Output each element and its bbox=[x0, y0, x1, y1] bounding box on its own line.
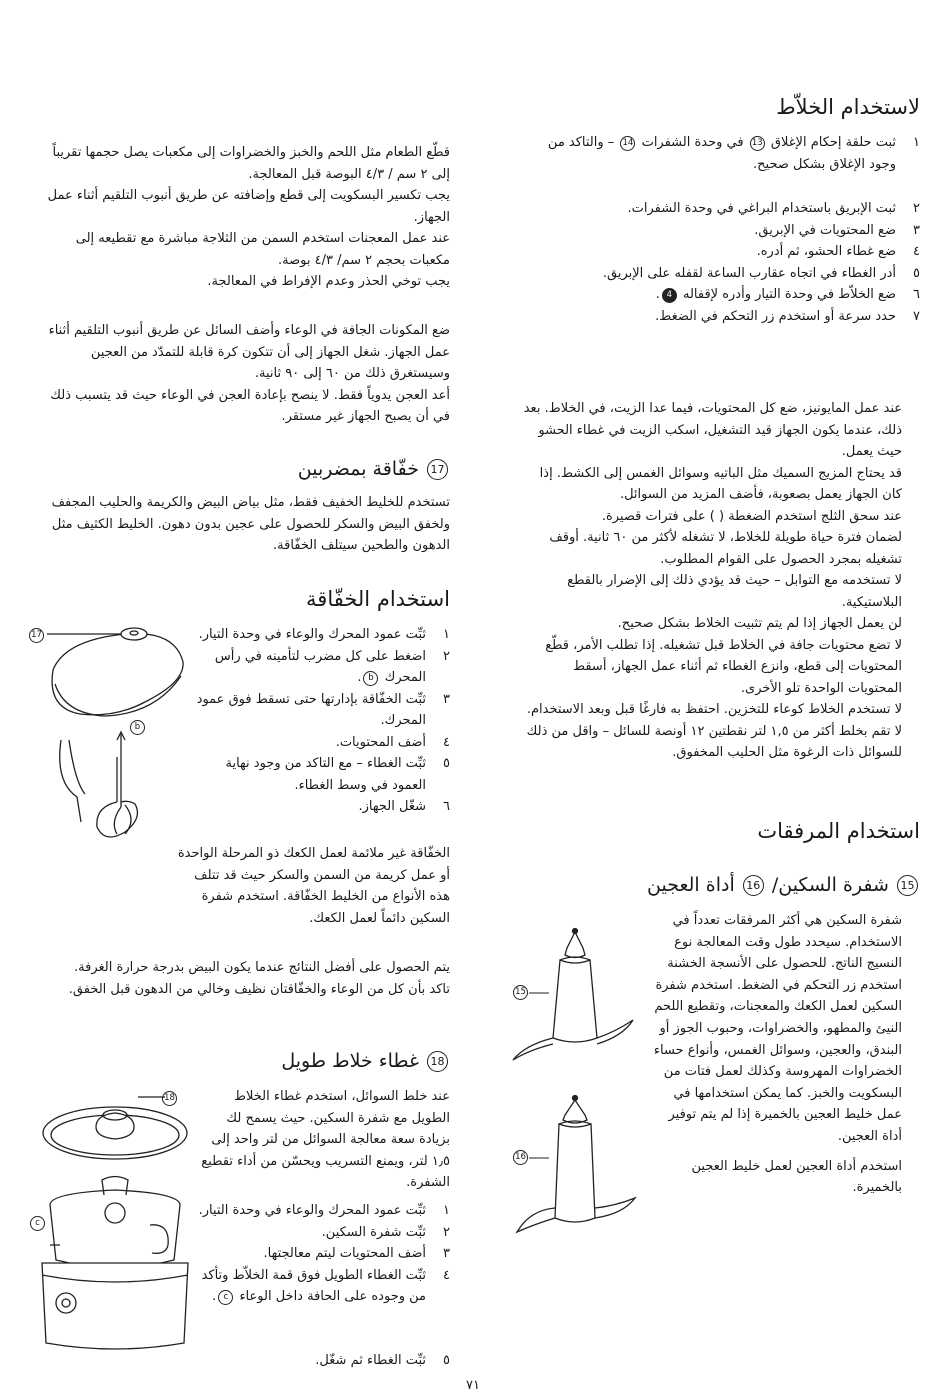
whisk-step-1: ١ ثبِّت عمود المحرك والوعاء في وحدة التيار. bbox=[198, 627, 450, 642]
blender-step-2: ٢ ثبت الإبريق باستخدام البراغي في وحدة الشفرات. bbox=[627, 201, 920, 216]
lid-step-2: ٢ ثبِّت شفرة السكين. bbox=[321, 1224, 450, 1240]
blender-step-7: ٧ حدد سرعة أو استخدم زر التحكم في الضغط. bbox=[655, 308, 920, 324]
blender-tip: لا تستخدم الخلاط كوعاء للتخزين. احتفظ به فارغًا قبل وبعد الاستخدام. bbox=[526, 702, 902, 717]
whisk-step-2: ٢ اضغط على كل مضرب لتأمينه في رأس المحرك b. bbox=[214, 648, 450, 685]
lid-intro: عند خلط السوائل، استخدم غطاء الخلاط الطويل مع شفرة السكين. حيث يسمح لك بزيادة سعة معالجة السوائل من لتر واحد إلى ١٫٥ لتر، ويمنع التسريب ويحسّن من أداء تقطيع الشفرة. bbox=[201, 1089, 450, 1190]
whisk-steps bbox=[194, 624, 450, 818]
blender-step-3: ٣ ضع المحتويات في الإبريق. bbox=[754, 222, 920, 238]
blender-tip: عند عمل المايونيز، ضع كل المحتويات، فيما عدا الزيت، في الخلاط. بعد ذلك، عندما يكون الجهاز قيد التشغيل، اسكب الزيت في غطاء الحشو حيث يعمل. bbox=[523, 401, 902, 459]
lid-step-1: ١ ثبِّت عمود المحرك والوعاء في وحدة التيار. bbox=[198, 1203, 450, 1218]
lid-step-5: ٥ ثبِّت الغطاء ثم شغّل. bbox=[315, 1353, 450, 1368]
page-number: ٧١ bbox=[466, 1378, 480, 1393]
lid-step-3: ٣ أضف المحتويات ليتم معالجتها. bbox=[263, 1246, 450, 1261]
blender-step-6: ٦ ضع الخلاّط في وحدة التيار وأدره لإقفاله 4. bbox=[655, 287, 920, 302]
blender-tip: لا تستخدمه مع التوابل – حيث قد يؤدي ذلك إلى الإضرار بالقطع البلاستيكية. bbox=[567, 573, 902, 610]
whisk-use-heading: استخدام الخفّاقة bbox=[306, 587, 450, 611]
dough-tool-figure bbox=[505, 1090, 645, 1240]
whisk-step-6: ٦ شغّل الجهاز. bbox=[358, 799, 450, 814]
fig-ref-c-icon: c bbox=[30, 1216, 45, 1231]
fig-ref-18-icon: 18 bbox=[162, 1091, 177, 1106]
fig-ref-16-icon: 16 bbox=[513, 1150, 528, 1165]
ref-18-icon: 18 bbox=[427, 1051, 448, 1072]
blender-step-1: ١ ثبت حلقة إحكام الإغلاق 13 في وحدة الشفرات 14 – والتاكد من وجود الإغلاق بشكل صحيح. bbox=[547, 135, 920, 172]
chop-tips: قطّع الطعام مثل اللحم والخبز والخضراوات إلى مكعبات يصل حجمها تقريباً إلى ٢ سم / ٤/٣ البوصة قبل المعالجة. يجب تكسير البسكويت إلى قطع وإضافته عن طريق أنبوب التلقيم أثناء عمل الجهاز. عند عمل المعجنات استخدم السمن من الثلاجة مباشرة مع تقطيعه إلى مكعبات بحجم ٢ سم/ ٤/٣ بوصة. يجب توخي الحذر وعدم الإفراط في المعالجة. bbox=[47, 145, 450, 289]
ref-13-icon: 13 bbox=[750, 136, 765, 151]
blender-heading: لاستخدام الخلاّط bbox=[776, 95, 920, 119]
lid-steps bbox=[194, 1200, 450, 1308]
blender-tip: عند سحق الثلج استخدم الضغطة ( ) على فترات قصيرة. bbox=[601, 508, 902, 524]
ref-4-icon: 4 bbox=[662, 288, 677, 303]
ref-14-icon: 14 bbox=[620, 136, 635, 151]
fig-leader-line bbox=[519, 1158, 549, 1160]
blender-tip: لا تقم بخلط أكثر من ١,٥ لتر نقطتين ١٢ أونصة للسائل – واقل من ذلك للسوائل ذات الرغوة مثل الحليب المخفوق. bbox=[526, 723, 902, 760]
blade-heading: 15 شفرة السكين/ 16 أداة العجين bbox=[500, 871, 920, 899]
lid-step-5-block bbox=[194, 1350, 450, 1372]
fig-leader-line bbox=[519, 993, 549, 995]
blender-tips bbox=[520, 398, 902, 764]
lid-heading: 18 غطاء خلاط طويل bbox=[40, 1047, 450, 1075]
fig-ref-17-icon: 17 bbox=[29, 628, 44, 643]
whisk-intro: تستخدم للخليط الخفيف فقط، مثل بياض البيض والكريمة والحليب المجفف ولخفق البيض والسكر للحصول على عجين بدون دهون. الخليط الكثيف مثل الدهون والطحين سيتلف الخفّاقة. bbox=[51, 495, 450, 553]
ref-c-icon: c bbox=[218, 1290, 233, 1305]
attachments-heading: استخدام المرفقات bbox=[757, 819, 920, 843]
whisk-step-5: ٥ ثبِّت الغطاء – مع التاكد من وجود نهاية العمود في وسط الغطاء. bbox=[225, 756, 450, 793]
ref-b-icon: b bbox=[363, 671, 378, 686]
whisk-heading: 17 خفّاقة بمضربين bbox=[40, 455, 450, 483]
whisk-notes: الخفّاقة غير ملائمة لعمل الكعك ذو المرحلة الواحدة أو عمل كريمة من السمن والسكر حيث قد تتلف هذه الأنواع من الخليط الخفّاقة. استخدم شفرة السكين دائماً لعمل الكعك. bbox=[177, 846, 450, 926]
food-processor-figure bbox=[30, 1085, 195, 1365]
lid-step-4: ٤ ثبِّت الغطاء الطويل فوق قمة الخلاّط وتأكد من وجوده على الحافة داخل الوعاء c. bbox=[201, 1267, 450, 1304]
whisk-figure bbox=[25, 622, 195, 847]
whisk-step-4: ٤ أضف المحتويات. bbox=[335, 734, 450, 750]
blender-step-4: ٤ ضع غطاء الحشو، ثم أدره. bbox=[756, 244, 920, 259]
ref-15-icon: 15 bbox=[897, 875, 918, 896]
ref-17-icon: 17 bbox=[427, 459, 448, 480]
dough-tips: ضع المكونات الجافة في الوعاء وأضف السائل عن طريق أنبوب التلقيم أثناء عمل الجهاز. شغل الجهاز إلى أن تتكون كرة قابلة للتمدّد من العجين وسيستغرق ذلك من ٦٠ إلى ٩٠ ثانية. أعد العجن يدوياً فقط. لا ينصح بإعادة العجن في الوعاء حيث قد يتسبب ذلك في أن يصبح الجهاز غير مستقر. bbox=[48, 323, 450, 424]
blender-step-5: ٥ أدر الغطاء في اتجاه عقارب الساعة لقفله على الإبريق. bbox=[602, 265, 920, 281]
ref-16-icon: 16 bbox=[743, 875, 764, 896]
whisk-step-3: ٣ ثبِّت الخفّاقة بإدارتها حتى تسقط فوق عمود المحرك. bbox=[196, 691, 450, 728]
blender-tip: قد يحتاج المزيج السميك مثل الباتيه وسوائل الغمس إلى الكشط. إذا كان الجهاز يعمل بصعوبة، فأضف المزيد من السوائل. bbox=[539, 465, 902, 502]
fig-ref-b-icon: b bbox=[130, 720, 145, 735]
fig-ref-15-icon: 15 bbox=[513, 985, 528, 1000]
blender-tip: لن يعمل الجهاز إذا لم يتم تثبيت الخلاط بشكل صحيح. bbox=[617, 616, 902, 631]
blender-tip: لضمان فترة حياة طويلة للخلاط، لا تشغله لأكثر من ٦٠ ثانية. أوقف تشغيله بمجرد الحصول على القوام المطلوب. bbox=[549, 530, 902, 567]
whisk-notes-2: يتم الحصول على أفضل النتائج عندما يكون البيض بدرجة حرارة الغرفة. تاكد بأن كل من الوعاء والخفّاقتان نظيف وخالي من الدهون قبل الخفق. bbox=[68, 960, 450, 997]
blender-steps-cont bbox=[525, 198, 920, 327]
blender-tip: لا تضع محتويات جافة في الخلاط قبل تشغيله. إذا تطلب الأمر، قطّع المحتويات إلى قطع، وانزع الغطاء ثم أثناء عمل الجهاز، أسقط المحتويات الواحدة تلو الأخرى. bbox=[545, 637, 902, 696]
blade-text: شفرة السكين هي أكثر المرفقات تعدداً في الاستخدام. سيحدد طول وقت المعالجة نوع النسيج الناتج. للحصول على الأنسجة الخشنة استخدم زر التحكم في الضغط. استخدم شفرة السكين لعمل الكعك والمعجنات، وتقطيع اللحم النيئ والمطهو، والخضراوات، وحبوب الجوز أو البندق، والعجين، وسوائل الغمس، وأنواع حساء الخضراوات المهروسة وكذلك لعمل فتات من البسكويت والخبز. كما يمكن استخدامها في عمل خليط العجين بالخميرة إذا لم يتم توفير أداة العجين. استخدم أداة العجين لعمل خليط العجين بالخميرة. bbox=[653, 913, 902, 1196]
blender-steps bbox=[525, 132, 920, 175]
